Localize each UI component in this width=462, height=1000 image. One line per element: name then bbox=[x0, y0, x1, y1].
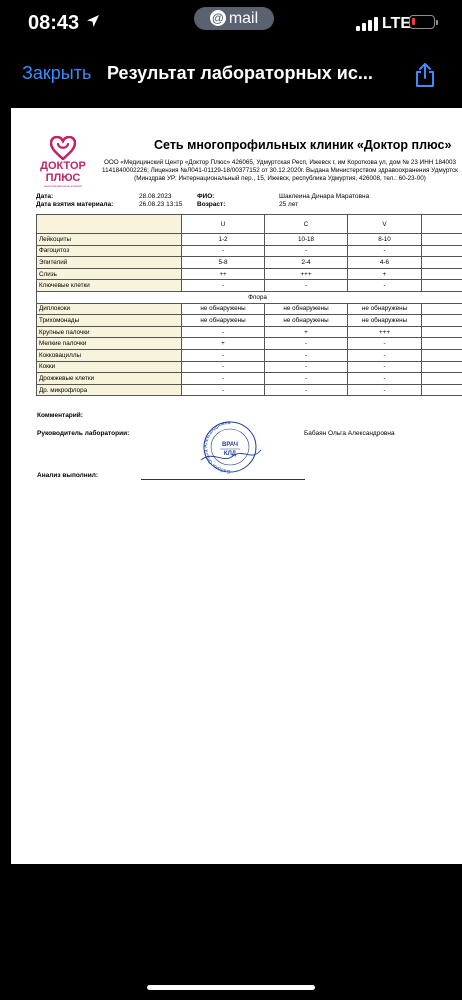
table-row bbox=[37, 384, 462, 396]
cell-v: - bbox=[348, 280, 422, 292]
table-row bbox=[37, 338, 462, 350]
cell-c: +++ bbox=[265, 268, 348, 280]
cell-c: - bbox=[265, 338, 348, 350]
cell-v: +++ bbox=[348, 326, 422, 338]
table-row bbox=[37, 349, 462, 361]
cell-u: - bbox=[182, 245, 265, 257]
age-value: 25 лет bbox=[279, 201, 299, 208]
cell-c: - bbox=[265, 361, 348, 373]
cell-u: не обнаружены bbox=[182, 315, 265, 327]
cell-v: - bbox=[348, 245, 422, 257]
sample-date-label: Дата взятия материала: bbox=[36, 201, 114, 208]
cell-c: - bbox=[265, 349, 348, 361]
cell-c: не обнаружены bbox=[265, 303, 348, 315]
cellular-signal-icon bbox=[356, 17, 378, 31]
cell-u: - bbox=[182, 373, 265, 385]
organization-info bbox=[97, 159, 462, 183]
table-row bbox=[37, 373, 462, 385]
row-name: Слизь bbox=[37, 268, 182, 280]
cell-c: - bbox=[265, 245, 348, 257]
mail-at-icon: @ bbox=[210, 10, 226, 26]
cell-v: не обнаружены bbox=[348, 315, 422, 327]
cell-v: не обнаружены bbox=[348, 303, 422, 315]
cell-v: 8-10 bbox=[348, 234, 422, 246]
table-header-row bbox=[37, 215, 462, 234]
cell-v: - bbox=[348, 338, 422, 350]
fio-label: ФИО: bbox=[197, 193, 215, 200]
location-arrow-icon bbox=[86, 14, 100, 28]
cell-c: - bbox=[265, 280, 348, 292]
row-name: Диплококи bbox=[37, 303, 182, 315]
table-row bbox=[37, 315, 462, 327]
cell-extra bbox=[422, 280, 462, 292]
table-row bbox=[37, 257, 462, 269]
stamp-center-line1: ВРАЧ bbox=[222, 442, 238, 448]
cell-v: - bbox=[348, 384, 422, 396]
status-bar bbox=[0, 0, 462, 50]
cell-u: 1-2 bbox=[182, 234, 265, 246]
share-icon[interactable] bbox=[414, 62, 436, 88]
document-title: Сеть многопрофильных клиник «Доктор плюс» bbox=[154, 138, 452, 152]
cell-extra bbox=[422, 245, 462, 257]
cell-v: + bbox=[348, 268, 422, 280]
battery-icon bbox=[409, 15, 435, 29]
row-name: Лейкоциты bbox=[37, 234, 182, 246]
signature-line bbox=[141, 479, 305, 480]
cell-extra bbox=[422, 257, 462, 269]
logo-text-line1: ДОКТОР bbox=[40, 160, 86, 172]
mail-app-pill[interactable] bbox=[194, 7, 274, 30]
flora-section-row bbox=[37, 291, 462, 303]
cell-extra bbox=[422, 326, 462, 338]
logo-tagline: многопрофильные клиники bbox=[44, 184, 82, 188]
table-row bbox=[37, 326, 462, 338]
cell-v: - bbox=[348, 361, 422, 373]
cell-u: - bbox=[182, 326, 265, 338]
table-row bbox=[37, 303, 462, 315]
cell-c: - bbox=[265, 373, 348, 385]
header-cell-empty bbox=[37, 215, 182, 234]
row-name: Кокки bbox=[37, 361, 182, 373]
date-label: Дата: bbox=[36, 193, 54, 200]
comment-label: Комментарий: bbox=[37, 412, 83, 419]
lab-head-label: Руководитель лаборатории: bbox=[37, 430, 130, 437]
table-row bbox=[37, 245, 462, 257]
home-indicator[interactable] bbox=[147, 985, 315, 990]
cell-u: - bbox=[182, 384, 265, 396]
lab-head-name: Бабаян Ольга Александровна bbox=[304, 430, 395, 437]
cell-c: 2-4 bbox=[265, 257, 348, 269]
network-type: LTE bbox=[382, 15, 412, 32]
row-name: Трихомонады bbox=[37, 315, 182, 327]
cell-v: - bbox=[348, 349, 422, 361]
close-button[interactable]: Закрыть bbox=[22, 63, 92, 83]
cell-c: + bbox=[265, 326, 348, 338]
column-header-v: V bbox=[348, 215, 422, 234]
cell-u: 5-8 bbox=[182, 257, 265, 269]
table-row bbox=[37, 234, 462, 246]
cell-c: - bbox=[265, 384, 348, 396]
navigation-bar bbox=[0, 55, 462, 95]
cell-extra bbox=[422, 234, 462, 246]
cell-v: 4-6 bbox=[348, 257, 422, 269]
table-row bbox=[37, 280, 462, 292]
row-name: Др. микрофлора bbox=[37, 384, 182, 396]
stamp-center-line2: КЛД bbox=[223, 451, 237, 457]
page-title: Результат лабораторных ис... bbox=[107, 63, 373, 83]
row-name: Эпителий bbox=[37, 257, 182, 269]
cell-extra bbox=[422, 315, 462, 327]
date-value: 28.08.2023 bbox=[139, 193, 172, 200]
cell-c: 10-18 bbox=[265, 234, 348, 246]
row-name: Дрожжевые клетки bbox=[37, 373, 182, 385]
sample-date-value: 26.08.23 13:15 bbox=[139, 201, 183, 208]
row-name: Мелкие палочки bbox=[37, 338, 182, 350]
cell-extra bbox=[422, 268, 462, 280]
cell-extra bbox=[422, 384, 462, 396]
cell-u: + bbox=[182, 338, 265, 350]
stamp-ring-text: Бабаян Ольга Александровна bbox=[203, 420, 231, 475]
org-line: (Минздрав УР: Интернациональный пер., 15, Ижевск, республика Удмуртия, 426008, тел.: 60-23-00) bbox=[134, 175, 426, 182]
fio-value: Шаклеина Динара Маратовна bbox=[279, 193, 370, 200]
row-name: Крупные палочки bbox=[37, 326, 182, 338]
clinic-logo bbox=[37, 136, 89, 192]
battery-tip bbox=[436, 20, 438, 25]
cell-extra bbox=[422, 361, 462, 373]
row-name: Ключевые клетки bbox=[37, 280, 182, 292]
table-row bbox=[37, 361, 462, 373]
org-line: ООО «Медицинский Центр «Доктор Плюс» 426065, Удмуртская Респ, Ижевск г, им Короткова ул, дом № 23 ИНН 184003 bbox=[103, 159, 457, 166]
logo-text-line2: ПЛЮС bbox=[45, 172, 81, 184]
mail-pill-label: mail bbox=[228, 10, 259, 27]
cell-v: - bbox=[348, 373, 422, 385]
column-header-u: U bbox=[182, 215, 265, 234]
battery-level bbox=[412, 18, 415, 25]
table-row bbox=[37, 268, 462, 280]
cell-extra bbox=[422, 303, 462, 315]
lab-results-table bbox=[36, 214, 462, 396]
cell-u: - bbox=[182, 280, 265, 292]
cell-extra bbox=[422, 349, 462, 361]
cell-u: - bbox=[182, 349, 265, 361]
cell-extra bbox=[422, 373, 462, 385]
row-name: Кокковациллы bbox=[37, 349, 182, 361]
row-name: Фагоцитоз bbox=[37, 245, 182, 257]
cell-extra bbox=[422, 338, 462, 350]
flora-section-label: Флора bbox=[37, 291, 462, 303]
cell-c: не обнаружены bbox=[265, 315, 348, 327]
heart-logo-icon bbox=[50, 136, 76, 160]
lab-result-document[interactable] bbox=[11, 108, 462, 864]
age-label: Возраст: bbox=[197, 201, 226, 208]
column-header-extra bbox=[422, 215, 462, 234]
org-line: 1141840002226; Лицензия №Л041-01129-18/00377152 от 30.12.2020г. Выдана Министерством здравоохранения Удмуртск bbox=[102, 167, 458, 174]
cell-u: - bbox=[182, 361, 265, 373]
cell-u: ++ bbox=[182, 268, 265, 280]
status-time: 08:43 bbox=[28, 12, 80, 34]
column-header-c: C bbox=[265, 215, 348, 234]
doctor-stamp bbox=[193, 420, 267, 476]
cell-u: не обнаружены bbox=[182, 303, 265, 315]
performed-by-label: Анализ выполнил: bbox=[37, 472, 99, 479]
